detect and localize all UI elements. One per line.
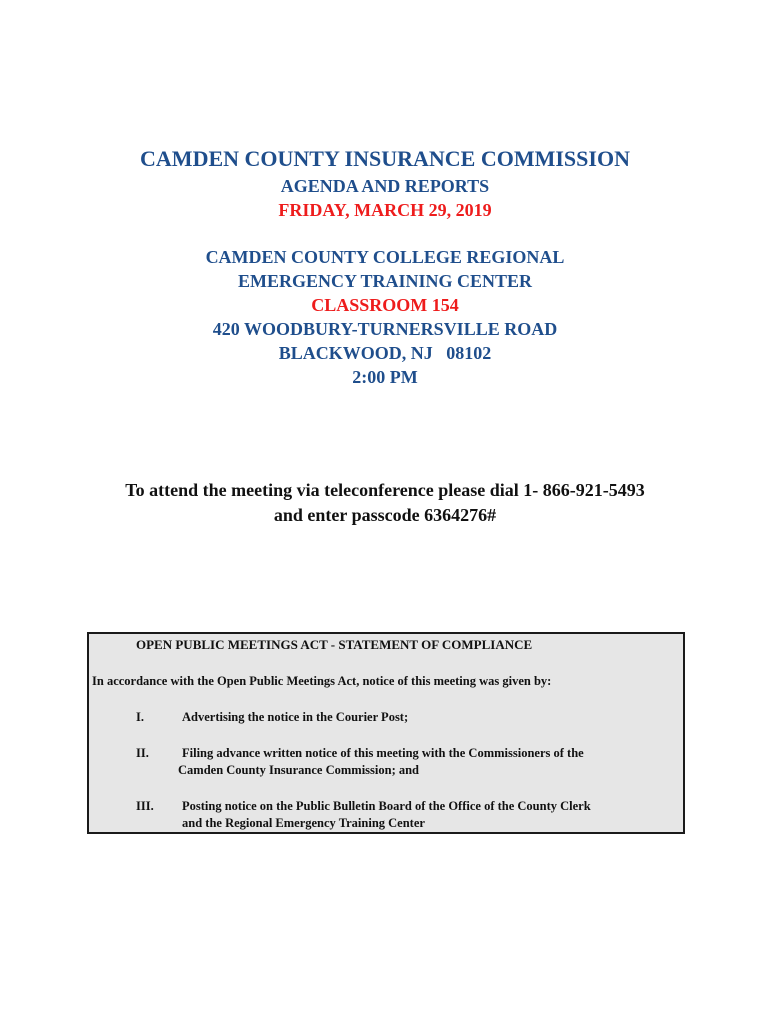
compliance-item-text: Filing advance written notice of this meeting with the Commissioners of the	[182, 746, 584, 760]
location-line-city: BLACKWOOD, NJ 08102	[278, 343, 492, 363]
location-line-street: 420 WOODBURY-TURNERSVILLE ROAD	[212, 319, 558, 339]
document-title: CAMDEN COUNTY INSURANCE COMMISSION	[140, 146, 630, 171]
compliance-item-number: II.	[136, 746, 149, 760]
compliance-item-text: Camden County Insurance Commission; and	[178, 763, 420, 777]
compliance-intro: In accordance with the Open Public Meetings Act, notice of this meeting was given by:	[92, 674, 552, 688]
location-line-center: EMERGENCY TRAINING CENTER	[237, 271, 533, 291]
location-line-college: CAMDEN COUNTY COLLEGE REGIONAL	[205, 247, 565, 267]
compliance-item-number: I.	[136, 710, 144, 724]
compliance-heading: OPEN PUBLIC MEETINGS ACT - STATEMENT OF COMPLIANCE	[136, 637, 533, 652]
compliance-statement-box	[87, 632, 685, 834]
compliance-item-number: III.	[136, 799, 154, 813]
compliance-item-text: Advertising the notice in the Courier Post;	[182, 710, 409, 724]
compliance-item-text: and the Regional Emergency Training Center	[182, 816, 425, 830]
teleconference-dial-line: To attend the meeting via teleconference please dial 1- 866-921-5493	[125, 480, 645, 500]
meeting-time: 2:00 PM	[352, 367, 418, 387]
teleconference-passcode-line: and enter passcode 6364276#	[273, 505, 497, 525]
meeting-date: FRIDAY, MARCH 29, 2019	[278, 200, 492, 220]
document-subtitle: AGENDA AND REPORTS	[280, 176, 490, 196]
location-line-classroom: CLASSROOM 154	[311, 295, 459, 315]
compliance-item-text: Posting notice on the Public Bulletin Board of the Office of the County Clerk	[182, 799, 591, 813]
